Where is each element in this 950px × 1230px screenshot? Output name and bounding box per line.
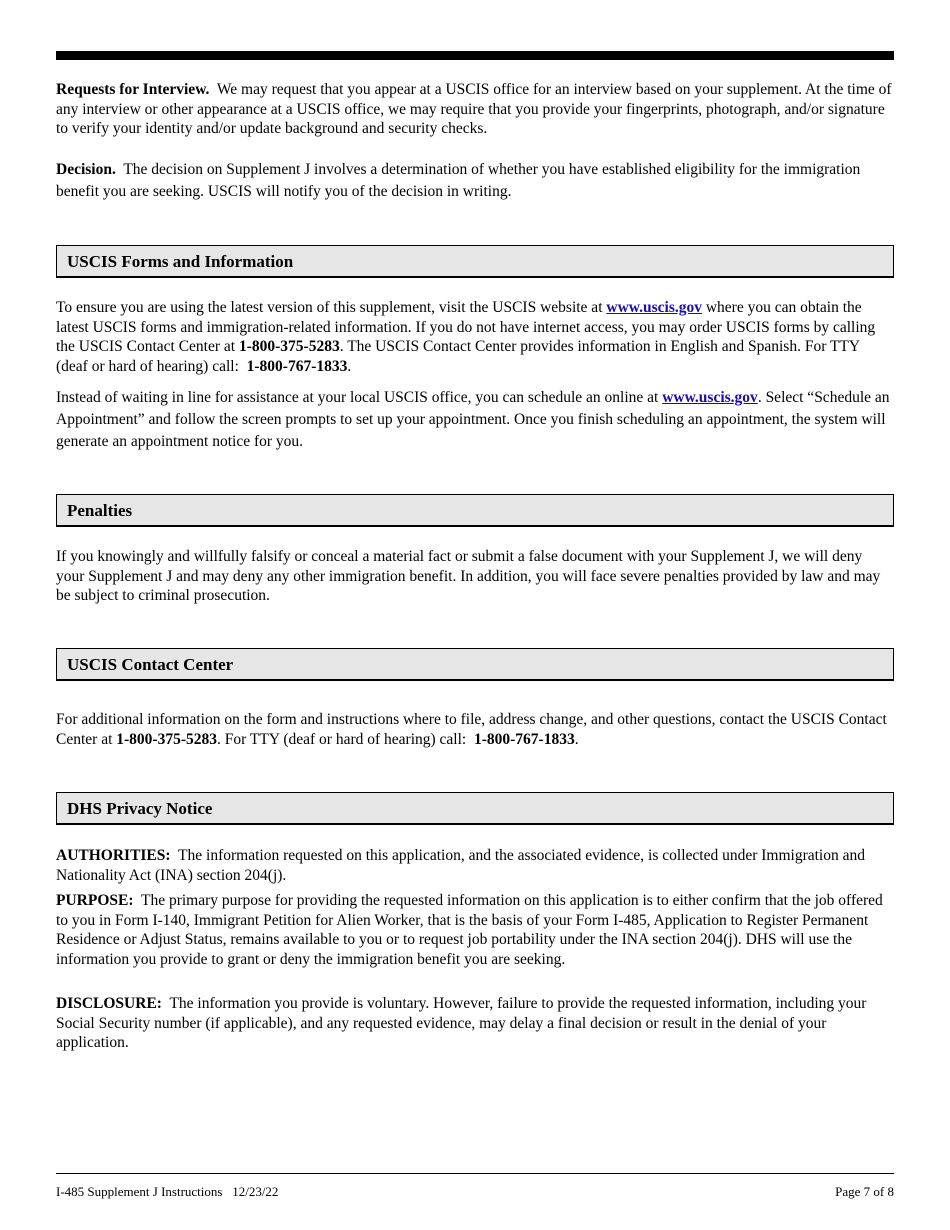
authorities-text: The information requested on this application, and the associated evidence, is collected under Immigration and Nationality Act (INA) section 204(j). bbox=[56, 847, 865, 884]
privacy-heading: DHS Privacy Notice bbox=[67, 799, 213, 818]
forms-text-d: Instead of waiting in line for assistance at your local USCIS office, you can schedule an online at bbox=[56, 389, 659, 406]
penalties-paragraph: If you knowingly and willfully falsify or conceal a material fact or submit a false document with your Supplement J, we will deny your Supplement J and may deny any other immigration benefit. In addition, you will face severe penalties provided by law and may be subject to criminal prosecution. bbox=[56, 548, 881, 604]
footer-page-number: Page 7 of 8 bbox=[835, 1184, 894, 1199]
disclosure-text: The information you provide is voluntary. However, failure to provide the requested information, including your Social Security number (if applicable), and any requested evidence, may delay a final decision or result in the denial of your application. bbox=[56, 995, 867, 1051]
section-header-contact bbox=[56, 648, 894, 681]
top-rule bbox=[56, 51, 894, 60]
forms-text-a: To ensure you are using the latest version of this supplement, visit the USCIS website at bbox=[56, 299, 603, 316]
contact-heading: USCIS Contact Center bbox=[67, 655, 234, 674]
contact-center-phone: 1-800-375-5283 bbox=[238, 338, 340, 355]
decision-label: Decision. bbox=[56, 161, 116, 178]
uscis-website-link[interactable]: www.uscis.gov bbox=[606, 299, 702, 316]
authorities-label: AUTHORITIES: bbox=[56, 847, 171, 864]
tty-phone: 1-800-767-1833 bbox=[246, 357, 348, 375]
interview-label: Requests for Interview. bbox=[56, 81, 210, 98]
section-header-penalties bbox=[56, 494, 894, 527]
contact-text-b: . For TTY (deaf or hard of hearing) call: bbox=[217, 730, 467, 748]
forms-text-e: . Select “Schedule an Appointment” and follow the screen prompts to set up your appointment. Once you finish scheduling an appointment, the system will generate an appointment notice for you. bbox=[56, 389, 890, 450]
schedule-website-link[interactable]: www.uscis.gov bbox=[662, 389, 758, 406]
contact-tty: 1-800-767-1833 bbox=[473, 730, 575, 748]
contact-paragraph: For additional information on the form and instructions where to file, address change, and other questions, contact the USCIS Contact Center at 1-800-375-5283. For TTY (deaf or hard of hearing) call: 1-800-767-1833. bbox=[56, 711, 887, 748]
penalties-heading: Penalties bbox=[67, 501, 133, 520]
contact-phone: 1-800-375-5283 bbox=[116, 730, 218, 748]
interview-paragraph bbox=[56, 80, 894, 139]
forms-paragraph-2 bbox=[56, 387, 894, 453]
disclosure-paragraph bbox=[56, 994, 894, 1053]
section-header-forms bbox=[56, 245, 894, 278]
footer-rule bbox=[56, 1173, 894, 1174]
purpose-text: The primary purpose for providing the requested information on this application is to either confirm that the job offered to you in Form I-140, Immigrant Petition for Alien Worker, that is the basis of your Form I-485, Application to Register Permanent Residence or Adjust Status, remains available to you or to request job portability under the INA section 204(j). DHS will use the information you provide to grant or deny the immigration benefit you are seeking. bbox=[56, 892, 883, 968]
disclosure-label: DISCLOSURE: bbox=[56, 995, 162, 1012]
contact-text-a: For additional information on the form and instructions where to file, address change, and other questions, contact the USCIS Contact Center at bbox=[56, 711, 887, 748]
purpose-paragraph bbox=[56, 891, 894, 969]
decision-paragraph bbox=[56, 159, 894, 203]
purpose-label: PURPOSE: bbox=[56, 892, 134, 909]
forms-paragraph-1: To ensure you are using the latest version of this supplement, visit the USCIS website at www.uscis.gov where you can obtain the latest USCIS forms and immigration-related information. If you do not have internet access, you may order USCIS forms by calling the USCIS Contact Center at 1-800-375-5283. The USCIS Contact Center provides information in English and Spanish. For TTY (deaf or hard of hearing) call: 1-800-767-1833. bbox=[56, 299, 876, 375]
footer-form-id: I-485 Supplement J Instructions 12/23/22 bbox=[56, 1184, 279, 1199]
forms-text-b: where you can obtain the latest USCIS forms and immigration-related information. If you do not have internet access, you may order USCIS forms by calling the USCIS Contact Center at bbox=[56, 299, 876, 355]
forms-text-c: . The USCIS Contact Center provides information in English and Spanish. For TTY (deaf or hard of hearing) call: bbox=[56, 338, 860, 375]
authorities-paragraph bbox=[56, 846, 894, 885]
interview-text: We may request that you appear at a USCIS office for an interview based on your supplement. At the time of any interview or other appearance at a USCIS office, we may require that you provide your fingerprints, photograph, and/or signature to verify your identity and/or update background and security checks. bbox=[56, 81, 892, 137]
section-header-privacy bbox=[56, 792, 894, 825]
forms-heading: USCIS Forms and Information bbox=[67, 252, 294, 271]
decision-text: The decision on Supplement J involves a determination of whether you have established eligibility for the immigration benefit you are seeking. USCIS will notify you of the decision in writing. bbox=[56, 161, 861, 200]
